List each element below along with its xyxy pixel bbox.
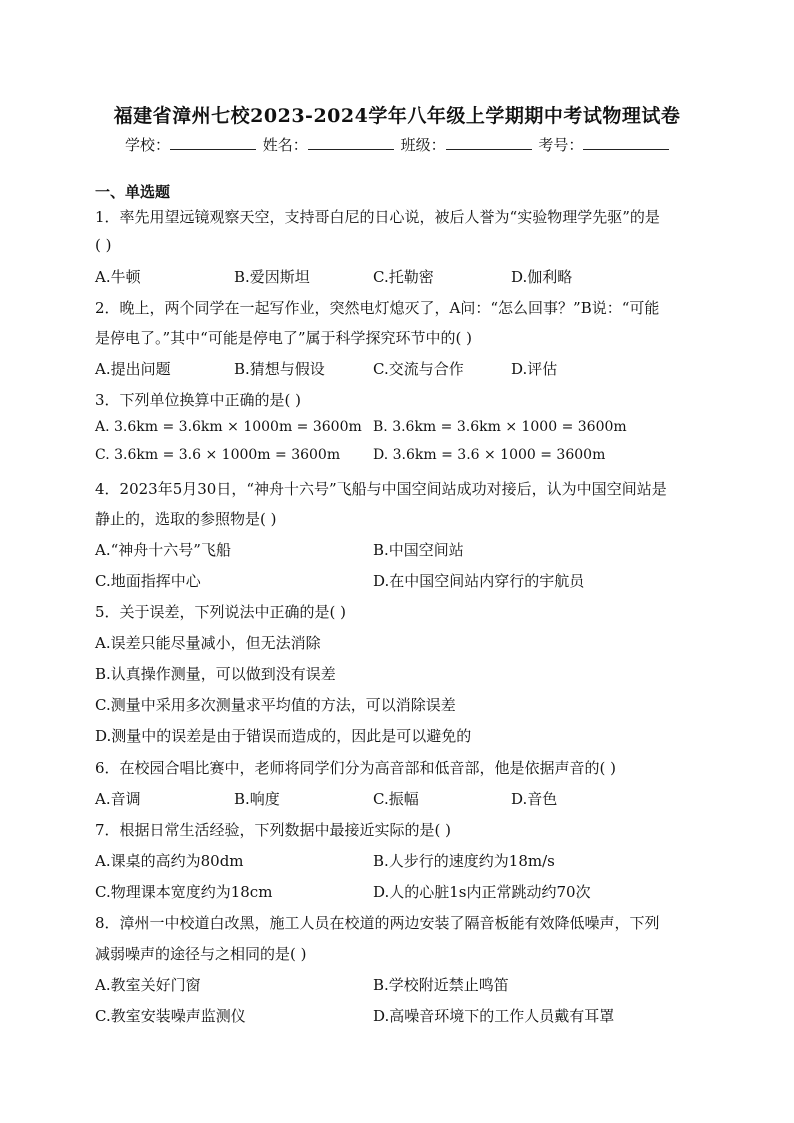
question-7-option-a: A.课桌的高约为80dm (95, 852, 244, 870)
question-4-option-b: B.中国空间站 (373, 541, 464, 559)
question-6-line-1: 6．在校园合唱比赛中，老师将同学们分为高音部和低音部，他是依据声音的( ) (95, 759, 617, 777)
question-4-line-1: 4．2023年5月30日，“神舟十六号”飞船与中国空间站成功对接后，认为中国空间站是 (95, 480, 667, 498)
question-1-option-a: A.牛顿 (95, 268, 141, 286)
school-label: 学校： (125, 136, 171, 154)
question-5-option-a: A.误差只能尽量减小，但无法消除 (95, 634, 321, 652)
question-6-option-c: C.振幅 (373, 790, 419, 808)
question-2-option-b: B.猜想与假设 (234, 360, 325, 378)
question-6-option-a: A.音调 (95, 790, 141, 808)
question-6-option-b: B.响度 (234, 790, 280, 808)
question-3-option-b: B. 3.6km = 3.6km × 1000 = 3600m (373, 419, 627, 435)
question-7-option-b: B.人步行的速度约为18m/s (373, 852, 555, 870)
question-7-option-c: C.物理课本宽度约为18cm (95, 883, 273, 901)
question-1-option-c: C.托勒密 (373, 268, 434, 286)
question-8-option-c: C.教室安装噪声监测仪 (95, 1007, 246, 1025)
question-4-option-c: C.地面指挥中心 (95, 572, 201, 590)
question-2-option-c: C.交流与合作 (373, 360, 464, 378)
school-blank (170, 135, 256, 150)
question-2-line-1: 2．晚上，两个同学在一起写作业，突然电灯熄灭了，A问：“怎么回事？”B说：“可能 (95, 299, 660, 317)
question-2-option-a: A.提出问题 (95, 360, 171, 378)
class-label: 班级： (400, 136, 446, 154)
question-4-line-2: 静止的，选取的参照物是( ) (95, 510, 277, 528)
student-info-row (125, 134, 671, 155)
question-7-option-d: D.人的心脏1s内正常跳动约70次 (373, 883, 591, 901)
class-blank (446, 135, 532, 150)
exam-title: 福建省漳州七校2023-2024学年八年级上学期期中考试物理试卷 (113, 105, 681, 127)
exam-number-blank (583, 135, 669, 150)
question-3-line-1: 3．下列单位换算中正确的是( ) (95, 391, 302, 409)
name-label: 姓名： (262, 136, 308, 154)
question-5-option-c: C.测量中采用多次测量求平均值的方法，可以消除误差 (95, 696, 456, 714)
question-3-option-a: A. 3.6km = 3.6km × 1000m = 3600m (95, 419, 362, 435)
question-2-option-d: D.评估 (511, 360, 558, 378)
question-1-option-b: B.爱因斯坦 (234, 268, 310, 286)
question-5-line-1: 5．关于误差，下列说法中正确的是( ) (95, 603, 347, 621)
question-2-line-2: 是停电了。”其中“可能是停电了”属于科学探究环节中的( ) (95, 329, 472, 347)
question-1-line-1: 1．率先用望远镜观察天空，支持哥白尼的日心说，被后人誉为“实验物理学先驱”的是 (95, 208, 660, 226)
section-title: 一、单选题 (95, 183, 171, 201)
exam-number-label: 考号： (538, 136, 584, 154)
question-1-line-2: ( ) (95, 236, 112, 254)
question-3-option-d: D. 3.6km = 3.6 × 1000 = 3600m (373, 447, 606, 463)
question-8-line-1: 8．漳州一中校道白改黑，施工人员在校道的两边安装了隔音板能有效降低噪声，下列 (95, 914, 660, 932)
question-5-option-d: D.测量中的误差是由于错误而造成的，因此是可以避免的 (95, 727, 472, 745)
question-3-option-c: C. 3.6km = 3.6 × 1000m = 3600m (95, 447, 341, 463)
question-8-option-a: A.教室关好门窗 (95, 976, 201, 994)
question-8-option-d: D.高噪音环境下的工作人员戴有耳罩 (373, 1007, 615, 1025)
question-5-option-b: B.认真操作测量，可以做到没有误差 (95, 665, 336, 683)
question-1-option-d: D.伽利略 (511, 268, 573, 286)
question-4-option-d: D.在中国空间站内穿行的宇航员 (373, 572, 585, 590)
question-8-line-2: 减弱噪声的途径与之相同的是( ) (95, 945, 307, 963)
name-blank (308, 135, 394, 150)
question-6-option-d: D.音色 (511, 790, 558, 808)
question-7-line-1: 7．根据日常生活经验，下列数据中最接近实际的是( ) (95, 821, 452, 839)
question-4-option-a: A.“神舟十六号”飞船 (95, 541, 231, 559)
question-8-option-b: B.学校附近禁止鸣笛 (373, 976, 509, 994)
